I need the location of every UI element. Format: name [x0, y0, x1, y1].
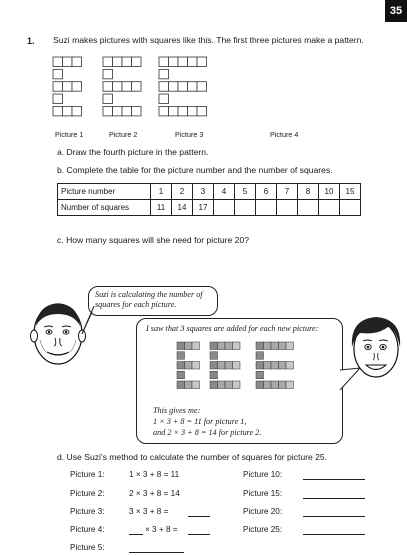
pattern-square [185, 342, 193, 350]
pattern-square [279, 381, 287, 389]
pattern-square [264, 362, 272, 370]
pattern-square [256, 352, 264, 360]
pattern-square [159, 82, 169, 92]
pattern-square [225, 362, 233, 370]
pattern-square [72, 82, 82, 92]
picture-1-pattern [52, 56, 92, 124]
pattern-square [264, 342, 272, 350]
part-b-instruction: b. Complete the table for the picture number and the number of squares. [57, 165, 333, 175]
pattern-square [53, 57, 63, 67]
suzi-speech-bubble [136, 318, 343, 444]
table-cell: 10 [319, 184, 340, 200]
narrator-bubble-tail [80, 304, 96, 336]
table-header-number-of-squares: Number of squares [58, 200, 151, 216]
pattern-square [264, 381, 272, 389]
pattern-square [177, 362, 185, 370]
pattern-square [210, 362, 218, 370]
page-number-badge: 35 [385, 0, 407, 22]
pattern-square [169, 57, 179, 67]
pattern-square [103, 106, 113, 116]
table-header-picture-number: Picture number [58, 184, 151, 200]
table-cell-empty[interactable] [214, 200, 235, 216]
pattern-square [210, 371, 218, 379]
pattern-square [132, 106, 142, 116]
pattern-square [188, 57, 198, 67]
pattern-square [132, 82, 142, 92]
table-cell-empty[interactable] [277, 200, 298, 216]
picture-squares-table [57, 183, 361, 216]
pattern-square [113, 106, 123, 116]
pattern-square [103, 69, 113, 79]
worksheet-expression-picture-1: 1 × 3 + 8 = 11 [129, 470, 180, 479]
suzi-face-illustration [348, 313, 404, 385]
calculation-line-1: 1 × 3 + 8 = 11 for picture 1, [153, 417, 247, 426]
worksheet-label-picture-3: Picture 3: [70, 507, 105, 516]
pattern-square [132, 57, 142, 67]
table-cell-empty[interactable] [256, 200, 277, 216]
pattern-square [286, 381, 294, 389]
pattern-square [178, 82, 188, 92]
pattern-square [53, 106, 63, 116]
worksheet-label-picture-1: Picture 1: [70, 470, 105, 479]
suzi-shaded-picture-3 [255, 341, 315, 405]
table-cell: 14 [172, 200, 193, 216]
pattern-square [103, 82, 113, 92]
question-number: 1. [27, 36, 35, 46]
part-c-question: c. How many squares will she need for picture 20? [57, 235, 250, 245]
picture-label-3: Picture 3 [175, 130, 204, 139]
part-d-instruction: d. Use Suzi's method to calculate the number of squares for picture 25. [57, 452, 328, 462]
worksheet-label-picture-4: Picture 4: [70, 525, 105, 534]
pattern-square [197, 57, 207, 67]
suzi-claim-text: I saw that 3 squares are added for each new picture: [146, 324, 319, 333]
table-cell: 2 [172, 184, 193, 200]
table-row-picture-number [58, 184, 361, 200]
worksheet-label-picture-20: Picture 20: [243, 507, 283, 516]
pattern-square [279, 362, 287, 370]
pattern-square [197, 106, 207, 116]
table-cell-empty[interactable] [235, 200, 256, 216]
pattern-square [113, 82, 123, 92]
picture-label-4: Picture 4 [270, 130, 299, 139]
pattern-square [103, 94, 113, 104]
pattern-square [225, 381, 233, 389]
pattern-square [63, 57, 73, 67]
part-a-instruction: a. Draw the fourth picture in the pattern. [57, 147, 209, 157]
suzi-shaded-picture-2 [209, 341, 259, 405]
pattern-square [177, 371, 185, 379]
calculation-line-2: and 2 × 3 + 8 = 14 for picture 2. [153, 428, 262, 437]
answer-blank-picture-15[interactable] [303, 489, 365, 499]
picture-label-2: Picture 2 [109, 130, 138, 139]
picture-2-pattern [102, 56, 152, 124]
worksheet-expression-picture-4: × 3 + 8 = [145, 525, 178, 534]
answer-blank-picture-10[interactable] [303, 470, 365, 480]
pattern-square [197, 82, 207, 92]
pattern-square [72, 106, 82, 116]
answer-blank-picture-4[interactable] [188, 525, 210, 535]
pattern-square [192, 362, 200, 370]
table-cell: 4 [214, 184, 235, 200]
pattern-square [178, 106, 188, 116]
pattern-square [169, 82, 179, 92]
pattern-square [210, 352, 218, 360]
pattern-square [122, 82, 132, 92]
pattern-square [159, 57, 169, 67]
pattern-square [177, 381, 185, 389]
worksheet-expression-picture-3: 3 × 3 + 8 = [129, 507, 169, 516]
pattern-square [177, 342, 185, 350]
worksheet-label-picture-5: Picture 5: [70, 543, 105, 552]
pattern-square [233, 362, 241, 370]
pattern-square [218, 381, 226, 389]
pattern-square [279, 342, 287, 350]
pattern-square [63, 106, 73, 116]
pattern-square [271, 362, 279, 370]
table-cell: 6 [256, 184, 277, 200]
pattern-square [218, 342, 226, 350]
pattern-square [256, 362, 264, 370]
answer-blank-picture-4-multiplier[interactable] [129, 525, 143, 535]
pattern-square [256, 371, 264, 379]
pattern-square [286, 362, 294, 370]
table-row-number-of-squares [58, 200, 361, 216]
question-intro: Suzi makes pictures with squares like this. The first three pictures make a pattern. [53, 35, 364, 45]
pattern-square [225, 342, 233, 350]
table-cell-empty[interactable] [298, 200, 319, 216]
pattern-square [256, 381, 264, 389]
pattern-square [159, 69, 169, 79]
pattern-square [122, 106, 132, 116]
table-cell: 11 [151, 200, 172, 216]
pattern-square [210, 381, 218, 389]
pattern-square [53, 82, 63, 92]
pattern-square [233, 342, 241, 350]
answer-blank-picture-5[interactable] [129, 543, 184, 553]
worksheet-label-picture-2: Picture 2: [70, 489, 105, 498]
worksheet-label-picture-15: Picture 15: [243, 489, 283, 498]
pattern-square [178, 57, 188, 67]
table-cell: 8 [298, 184, 319, 200]
worksheet-label-picture-25: Picture 25: [243, 525, 283, 534]
picture-3-pattern [158, 56, 220, 124]
gives-me-text: This gives me: [153, 406, 201, 415]
pattern-square [53, 94, 63, 104]
pattern-square [185, 362, 193, 370]
pattern-square [210, 342, 218, 350]
pattern-square [271, 342, 279, 350]
narrator-text: Suzi is calculating the number of squares for each picture. [95, 290, 203, 309]
table-cell: 15 [340, 184, 361, 200]
boy-face-illustration [30, 300, 86, 370]
table-cell: 17 [193, 200, 214, 216]
pattern-square [192, 381, 200, 389]
table-cell: 3 [193, 184, 214, 200]
pattern-square [188, 106, 198, 116]
pattern-square [63, 82, 73, 92]
pattern-square [286, 342, 294, 350]
answer-blank-picture-3[interactable] [188, 507, 210, 517]
pattern-square [159, 106, 169, 116]
pattern-square [233, 381, 241, 389]
table-cell-empty[interactable] [340, 200, 361, 216]
pattern-square [53, 69, 63, 79]
worksheet-label-picture-10: Picture 10: [243, 470, 283, 479]
table-cell: 7 [277, 184, 298, 200]
pattern-square [271, 381, 279, 389]
answer-blank-picture-25[interactable] [303, 525, 365, 535]
pattern-square [188, 82, 198, 92]
pattern-square [122, 57, 132, 67]
picture-label-1: Picture 1 [55, 130, 84, 139]
table-cell: 5 [235, 184, 256, 200]
pattern-square [185, 381, 193, 389]
pattern-square [169, 106, 179, 116]
narrator-speech-bubble [88, 286, 218, 316]
pattern-square [192, 342, 200, 350]
table-cell-empty[interactable] [319, 200, 340, 216]
pattern-square [113, 57, 123, 67]
answer-blank-picture-20[interactable] [303, 507, 365, 517]
pattern-square [103, 57, 113, 67]
table-cell: 1 [151, 184, 172, 200]
pattern-square [72, 57, 82, 67]
worksheet-expression-picture-2: 2 × 3 + 8 = 14 [129, 489, 180, 498]
pattern-square [159, 94, 169, 104]
pattern-square [218, 362, 226, 370]
pattern-square [177, 352, 185, 360]
pattern-square [256, 342, 264, 350]
